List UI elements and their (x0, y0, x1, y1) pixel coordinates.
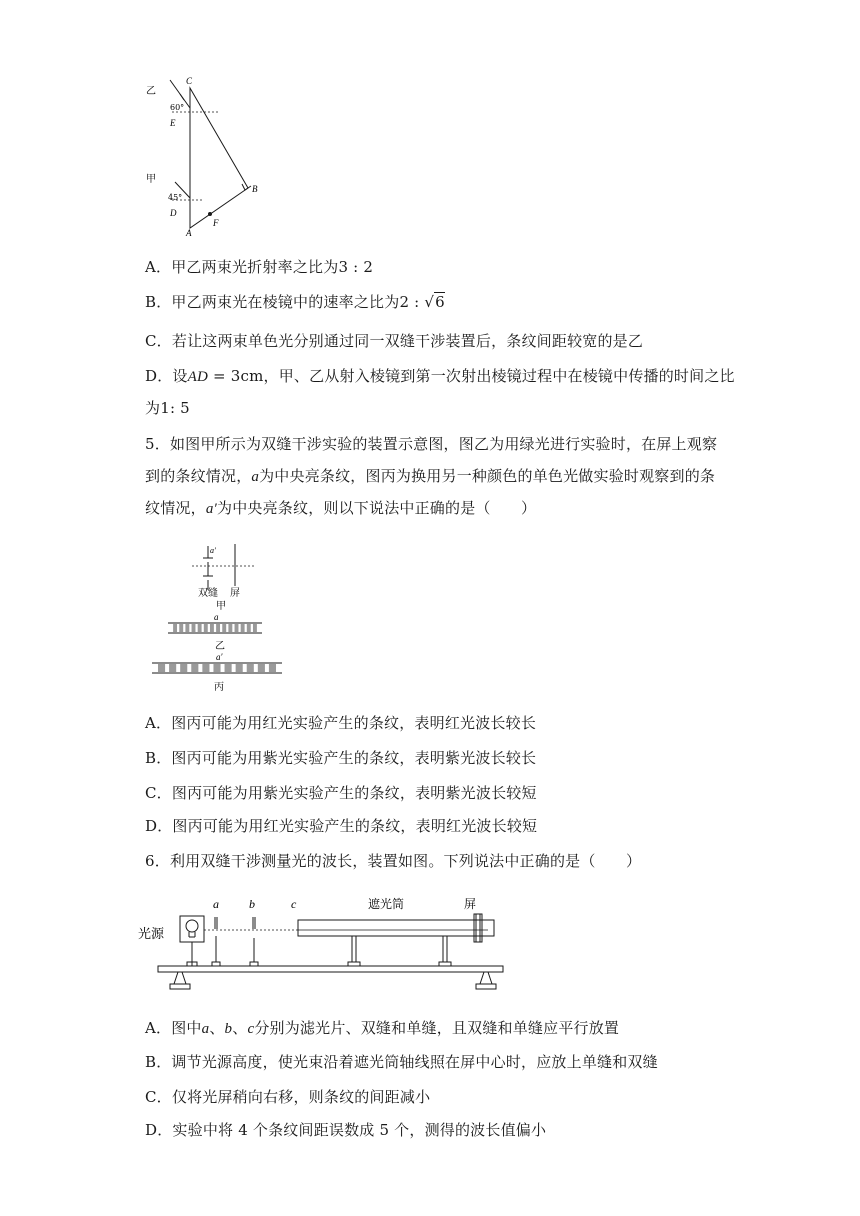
q6-option-c: C．仅将光屏稍向右移，则条纹的间距减小 (145, 1088, 431, 1106)
option-b-text: B．甲乙两束光在棱镜中的速率之比为 (145, 293, 400, 311)
q4-option-a (145, 257, 373, 277)
option-d-line2-prefix: 为 (145, 399, 161, 417)
q4-option-d-cont (145, 398, 190, 418)
fig-bing-label: 丙 (214, 682, 224, 693)
fringe-bar (235, 624, 239, 632)
point-b: B (252, 184, 258, 194)
q5-line2-var: a (251, 469, 260, 485)
mark-a: a (214, 612, 219, 622)
label-c: c (291, 897, 297, 911)
q5-option-a: A．图丙可能为用红光实验产生的条纹，表明红光波长较长 (145, 714, 537, 732)
fringe-bar (198, 624, 202, 632)
point-a: A (186, 228, 192, 238)
mark-a-prime: a′ (216, 652, 223, 662)
point-c: C (186, 76, 193, 86)
fringe-bar (258, 664, 265, 672)
fringe-bar (241, 624, 245, 632)
option-d-suffix: ，甲、乙从射入棱镜到第一次射出棱镜过程中在棱镜中传播的时间之比 (263, 367, 735, 385)
label-yi: 乙 (146, 86, 156, 97)
sqrt-value: 6 (435, 293, 445, 311)
fringe-bar (269, 664, 276, 672)
q6-a-sep1: 、 (209, 1019, 225, 1037)
q5-option-c: C．图丙可能为用紫光实验产生的条纹，表明紫光波长较短 (145, 784, 537, 802)
label-tube: 遮光筒 (368, 897, 405, 911)
fringe-bar (228, 624, 232, 632)
option-d-prefix: D．设 (145, 367, 188, 385)
q5-line2-post: 为中央亮条纹，图丙为换用另一种颜色的单色光做实验时观察到的条 (259, 467, 716, 485)
point-e: E (170, 118, 176, 128)
fringe-figure (150, 540, 290, 695)
q4-option-d (145, 366, 735, 387)
q4-option-c: C．若让这两束单色光分别通过同一双缝干涉装置后，条纹间距较宽的是乙 (145, 332, 644, 350)
fringe-bar (191, 664, 198, 672)
q4-option-b (145, 292, 445, 312)
fringe-pattern-yi (168, 623, 262, 633)
point-d: D (170, 208, 177, 218)
q5-stem-line2 (145, 466, 715, 487)
fringe-bar (225, 664, 232, 672)
q5-option-d: D．图丙可能为用红光实验产生的条纹，表明红光波长较短 (145, 817, 538, 835)
option-d-math: = 3cm (208, 367, 264, 385)
q5-option-b: B．图丙可能为用紫光实验产生的条纹，表明紫光波长较长 (145, 749, 537, 767)
fringe-bar (169, 664, 176, 672)
fringe-bar (213, 664, 220, 672)
q6-a-var-c: c (247, 1021, 255, 1037)
fig-yi-label: 乙 (215, 641, 225, 652)
label-b: b (249, 897, 255, 911)
fringe-bar (247, 664, 254, 672)
label-jia: 甲 (146, 174, 156, 185)
q5-line3-pre: 纹情况， (145, 499, 206, 517)
option-a-text: A．甲乙两束光折射率之比为 (145, 258, 339, 276)
q6-option-b: B．调节光源高度，使光束沿着遮光筒轴线照在屏中心时，应放上单缝和双缝 (145, 1053, 658, 1071)
angle-60: 60° (170, 103, 185, 112)
fringe-bar (192, 624, 196, 632)
fringe-bar (179, 624, 183, 632)
label-source: 光源 (138, 927, 165, 942)
q5-stem-line3 (145, 498, 536, 519)
fringe-bar (210, 624, 214, 632)
point-f: F (213, 218, 219, 228)
fig-jia-label: 甲 (216, 601, 226, 612)
q6-a-var-b: b (224, 1021, 233, 1037)
option-a-math: 3 : 2 (338, 258, 374, 276)
option-d-var: AD (187, 369, 209, 385)
fringe-bar (180, 664, 187, 672)
screen-label: 屏 (230, 588, 240, 599)
apparatus-figure (138, 890, 510, 998)
fringe-bar (236, 664, 243, 672)
q6-a-pre: A．图中 (145, 1019, 202, 1037)
q5-line2-pre: 到的条纹情况， (145, 467, 252, 485)
fringe-bar (216, 624, 220, 632)
fringe-bar (204, 624, 208, 632)
fringe-bar (158, 664, 165, 672)
sqrt-symbol: √6 (424, 293, 445, 311)
fringe-bar (253, 624, 257, 632)
fringe-pattern-bing (152, 663, 282, 673)
q5-line3-post: 为中央亮条纹，则以下说法中正确的是（ ） (217, 499, 537, 517)
q6-option-d: D．实验中将 4 个条纹间距误数成 5 个，测得的波长值偏小 (145, 1121, 547, 1139)
q6-a-var-a: a (201, 1021, 210, 1037)
q6-stem: 6．利用双缝干涉测量光的波长，装置如图。下列说法中正确的是（ ） (145, 852, 642, 870)
slit-a-prime: a′ (210, 546, 216, 555)
prism-figure (140, 70, 270, 240)
angle-45: 45° (168, 193, 183, 202)
q5-stem-line1: 5．如图甲所示为双缝干涉实验的装置示意图，图乙为用绿光进行实验时，在屏上观察 (145, 435, 718, 453)
label-a: a (213, 897, 219, 911)
q6-option-a (145, 1018, 619, 1039)
q5-line3-var: a′ (205, 501, 217, 517)
fringe-bar (247, 624, 251, 632)
q6-a-post: 分别为滤光片、双缝和单缝，且双缝和单缝应平行放置 (254, 1019, 620, 1037)
fringe-bar (173, 624, 177, 632)
label-screen: 屏 (464, 897, 477, 911)
fringe-bar (202, 664, 209, 672)
fringe-bar (222, 624, 226, 632)
option-b-math: 2 : (399, 293, 425, 311)
fringe-bar (185, 624, 189, 632)
q6-a-sep2: 、 (232, 1019, 248, 1037)
option-d-line2-math: 1: 5 (160, 399, 190, 417)
slit-label: 双缝 (198, 588, 218, 599)
